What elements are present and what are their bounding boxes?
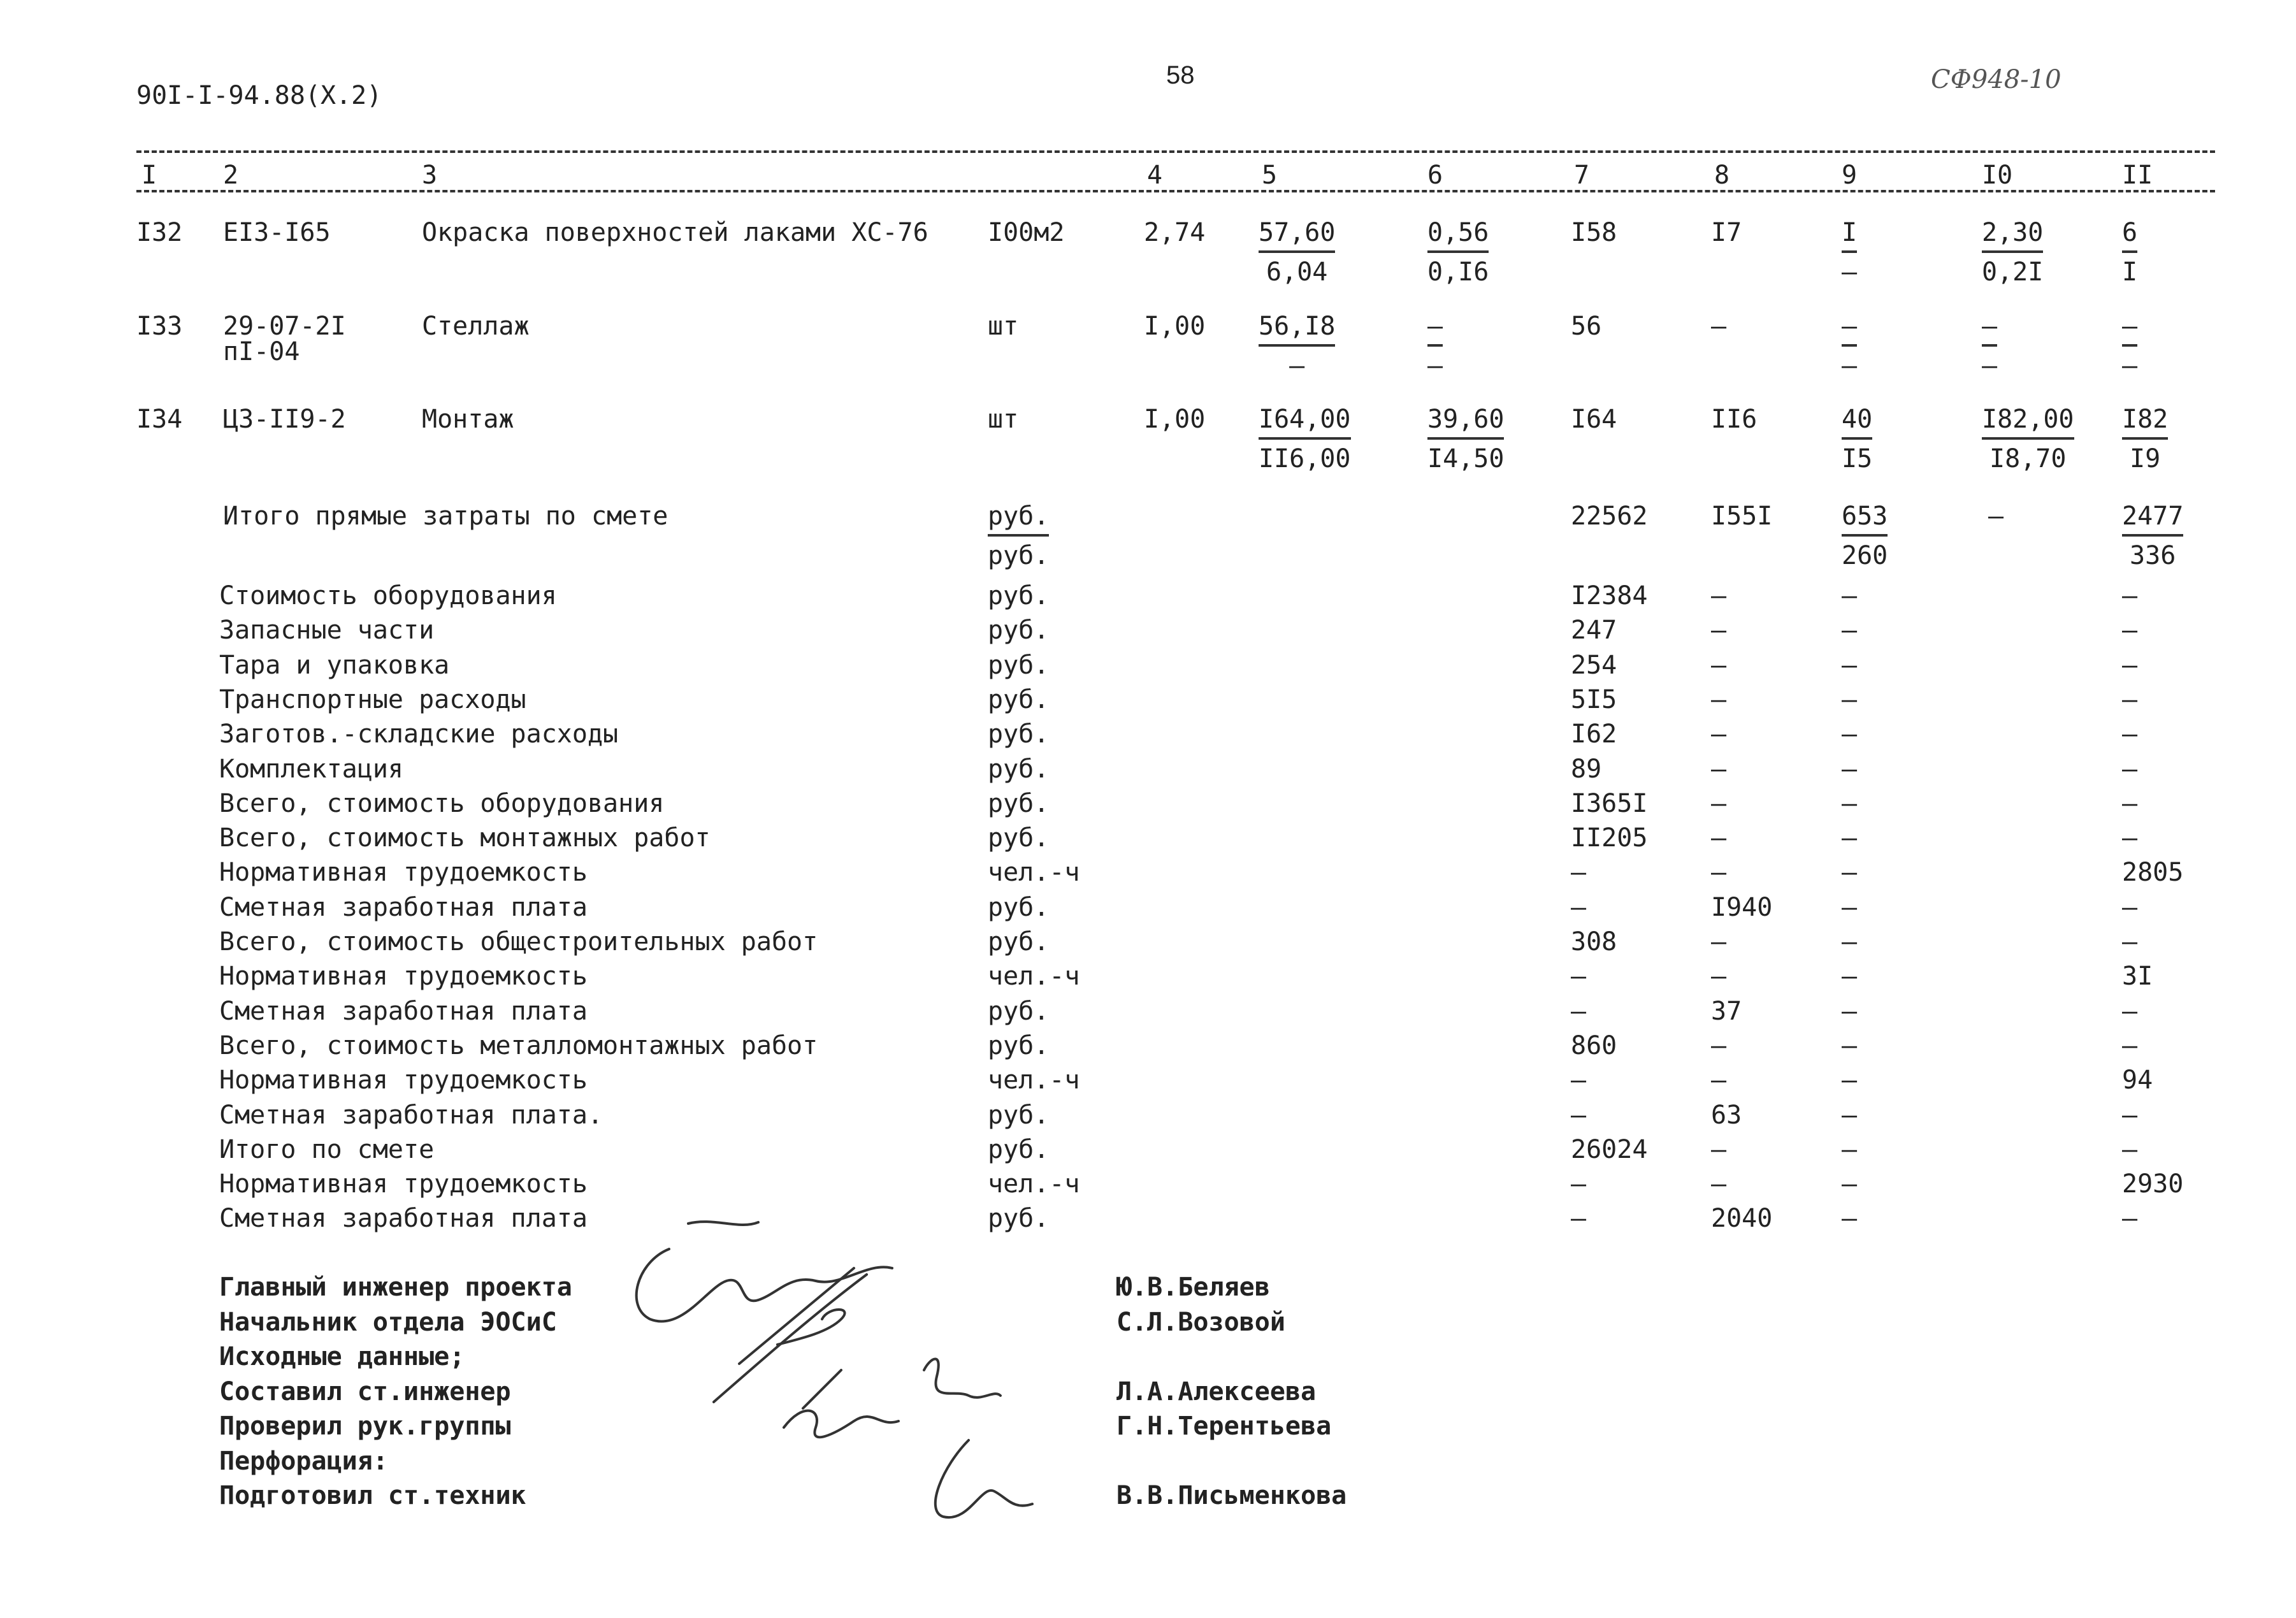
cell-col7: – [1571, 1169, 1587, 1199]
cell-col9: – [1842, 1065, 1858, 1095]
col-num-1: I [141, 161, 157, 190]
summary-label: Всего, стоимость металломонтажных работ [219, 1031, 818, 1060]
summary-unit: руб. [988, 755, 1050, 784]
cell-col8: – [1711, 927, 1727, 957]
cell-col9: – [1842, 962, 1858, 991]
cell-col7: I365I [1571, 789, 1648, 818]
fraction-col9: $\frac{653}{260}$ [1842, 502, 1888, 570]
cell-col8: – [1711, 651, 1727, 680]
header-bottom-rule [136, 190, 2215, 192]
summary-unit: руб. [988, 719, 1050, 749]
cell-col7: – [1571, 1065, 1587, 1095]
summary-unit: чел.-ч [988, 1065, 1080, 1095]
row-number: I32 [136, 218, 183, 247]
cell-col8: – [1711, 858, 1727, 887]
cell-col8: – [1711, 616, 1727, 645]
cell-col9: – [1842, 685, 1858, 714]
cell-col11: – [2122, 719, 2138, 749]
cell-col8: – [1711, 581, 1727, 610]
cell-col11: – [2122, 893, 2138, 922]
fraction-col10: – – [1982, 312, 1998, 380]
summary-unit: руб. [988, 789, 1050, 818]
quantity: I,00 [1144, 405, 1206, 434]
signatory-name: В.В.Письменкова [1116, 1481, 1347, 1510]
summary-unit: руб. [988, 685, 1050, 714]
cell-col8: – [1711, 312, 1727, 341]
cell-col8: – [1711, 789, 1727, 818]
cell-col9: – [1842, 616, 1858, 645]
col-num-7: 7 [1574, 161, 1590, 190]
signatory-name: Г.Н.Терентьева [1116, 1412, 1332, 1441]
direct-costs-unit: руб. руб. [988, 502, 1050, 570]
summary-unit: руб. [988, 1135, 1050, 1164]
summary-label: Сметная заработная плата [219, 1204, 588, 1233]
cell-col9: – [1842, 1135, 1858, 1164]
cell-col7: II205 [1571, 823, 1648, 853]
summary-unit: руб. [988, 616, 1050, 645]
cell-col7: 860 [1571, 1031, 1617, 1060]
summary-label: Сметная заработная плата. [219, 1101, 603, 1130]
summary-label: Всего, стоимость общестроительных работ [219, 927, 818, 957]
quantity: 2,74 [1144, 218, 1206, 247]
rate-code: EI3-I65 [223, 218, 331, 247]
cell-col8: I55I [1711, 502, 1773, 531]
cell-col7: – [1571, 1101, 1587, 1130]
fraction-col11: $\frac{I82}{I9}$ [2122, 405, 2169, 473]
cell-col8: – [1711, 685, 1727, 714]
summary-unit: руб. [988, 927, 1050, 957]
cell-col11: – [2122, 997, 2138, 1026]
cell-col9: – [1842, 823, 1858, 853]
summary-unit: руб. [988, 1204, 1050, 1233]
cell-col11: – [2122, 1031, 2138, 1060]
cell-col7: 247 [1571, 616, 1617, 645]
cell-col7: – [1571, 858, 1587, 887]
summary-label: Сметная заработная плата [219, 997, 588, 1026]
cell-col7: 308 [1571, 927, 1617, 957]
cell-col7: – [1571, 962, 1587, 991]
summary-unit: чел.-ч [988, 858, 1080, 887]
work-name: Стеллаж [422, 312, 530, 341]
cell-col8: 37 [1711, 997, 1742, 1026]
summary-unit: руб. [988, 1101, 1050, 1130]
fraction-col11: $\frac{6}{I}$ [2122, 218, 2138, 287]
col-num-5: 5 [1262, 161, 1278, 190]
cell-col10: – [1988, 502, 2004, 531]
cell-col8: I940 [1711, 893, 1773, 922]
cell-col8: – [1711, 755, 1727, 784]
summary-label: Комплектация [219, 755, 403, 784]
cell-col11: – [2122, 1101, 2138, 1130]
cell-col9: – [1842, 581, 1858, 610]
cell-col11: – [2122, 927, 2138, 957]
fraction-col6: $\frac{0,56}{0,I6}$ [1427, 218, 1489, 287]
cell-col8: 63 [1711, 1101, 1742, 1130]
cell-col9: – [1842, 755, 1858, 784]
fraction-col11: – – [2122, 312, 2138, 380]
cell-col9: – [1842, 789, 1858, 818]
summary-label: Нормативная трудоемкость [219, 962, 588, 991]
summary-unit: чел.-ч [988, 1169, 1080, 1199]
cell-col7: I64 [1571, 405, 1617, 434]
fraction-col5: $\frac{I64,00}{II6,00}$ [1259, 405, 1351, 473]
unit: шт [988, 312, 1019, 341]
unit: I00м2 [988, 218, 1065, 247]
cell-col9: – [1842, 651, 1858, 680]
cell-col7: – [1571, 893, 1587, 922]
col-num-6: 6 [1427, 161, 1443, 190]
cell-col9: – [1842, 858, 1858, 887]
summary-label: Сметная заработная плата [219, 893, 588, 922]
fraction-col9: $\frac{40}{I5}$ [1842, 405, 1873, 473]
cell-col9: – [1842, 1101, 1858, 1130]
cell-col9: – [1842, 1031, 1858, 1060]
cell-col7: 56 [1571, 312, 1602, 341]
cell-col9: – [1842, 1169, 1858, 1199]
cell-col11: – [2122, 1204, 2138, 1233]
cell-col11: – [2122, 651, 2138, 680]
cell-col9: – [1842, 893, 1858, 922]
cell-col8: – [1711, 1169, 1727, 1199]
cell-col8: – [1711, 823, 1727, 853]
header-top-rule [136, 150, 2215, 153]
fraction-col10: $\frac{I82,00}{I8,70}$ [1982, 405, 2074, 473]
summary-label: Нормативная трудоемкость [219, 1169, 588, 1199]
cell-col7: I2384 [1571, 581, 1648, 610]
cell-col11: 3I [2122, 962, 2153, 991]
cell-col9: – [1842, 997, 1858, 1026]
cell-col7: 26024 [1571, 1135, 1648, 1164]
rate-code: 29-07-2I [223, 312, 346, 341]
summary-unit: руб. [988, 1031, 1050, 1060]
cell-col9: – [1842, 1204, 1858, 1233]
fraction-col5: 56,I8 – [1259, 312, 1336, 380]
signatory-name: Ю.В.Беляев [1116, 1273, 1270, 1302]
rate-code: Ц3-II9-2 [223, 405, 346, 434]
cell-col9: – [1842, 927, 1858, 957]
cell-col7: 5I5 [1571, 685, 1617, 714]
col-num-8: 8 [1714, 161, 1730, 190]
cell-col7: – [1571, 1204, 1587, 1233]
unit: шт [988, 405, 1019, 434]
cell-col7: I58 [1571, 218, 1617, 247]
archive-stamp: СФ948-10 [1931, 65, 2061, 94]
work-name: Окраска поверхностей лаками ХС-76 [422, 218, 928, 247]
cell-col11: – [2122, 1135, 2138, 1164]
fraction-col6: $\frac{39,60}{I4,50}$ [1427, 405, 1505, 473]
fraction-col6: – – [1427, 312, 1443, 380]
col-num-11: II [2122, 161, 2153, 190]
col-num-9: 9 [1842, 161, 1858, 190]
cell-col7: I62 [1571, 719, 1617, 749]
signatory-name: С.Л.Возовой [1116, 1308, 1285, 1337]
fraction-col9: I – [1842, 218, 1858, 287]
cell-col7: 22562 [1571, 502, 1648, 531]
work-name: Монтаж [422, 405, 514, 434]
direct-costs-label: Итого прямые затраты по смете [223, 502, 668, 531]
cell-col11: – [2122, 616, 2138, 645]
summary-label: Нормативная трудоемкость [219, 858, 588, 887]
cell-col8: 2040 [1711, 1204, 1773, 1233]
col-num-10: I0 [1982, 161, 2013, 190]
cell-col11: – [2122, 755, 2138, 784]
summary-unit: руб. [988, 651, 1050, 680]
cell-col11: 2805 [2122, 858, 2184, 887]
summary-label: Транспортные расходы [219, 685, 526, 714]
cell-col8: – [1711, 962, 1727, 991]
cell-col8: – [1711, 1031, 1727, 1060]
summary-unit: руб. [988, 581, 1050, 610]
rate-code-line2: пI-04 [223, 337, 300, 366]
cell-col11: – [2122, 581, 2138, 610]
summary-label: Всего, стоимость монтажных работ [219, 823, 711, 853]
signatory-role: Начальник отдела ЭОСиС [219, 1308, 557, 1337]
cell-col8: – [1711, 719, 1727, 749]
cell-col11: 2930 [2122, 1169, 2184, 1199]
signatory-role: Составил ст.инженер [219, 1377, 511, 1406]
cell-col8: II6 [1711, 405, 1758, 434]
summary-label: Всего, стоимость оборудования [219, 789, 665, 818]
fraction-col10: $\frac{2,30}{0,2I}$ [1982, 218, 2044, 287]
fraction-col9: – – [1842, 312, 1858, 380]
cell-col7: 254 [1571, 651, 1617, 680]
signatory-role: Главный инженер проекта [219, 1273, 572, 1302]
cell-col8: – [1711, 1065, 1727, 1095]
cell-col11: – [2122, 789, 2138, 818]
col-num-3: 3 [422, 161, 438, 190]
cell-col11: 94 [2122, 1065, 2153, 1095]
cell-col11: – [2122, 685, 2138, 714]
summary-label: Заготов.-складские расходы [219, 719, 619, 749]
page-number: 58 [1166, 61, 1195, 89]
signatory-role: Подготовил ст.техник [219, 1481, 526, 1510]
cell-col11: – [2122, 823, 2138, 853]
fraction-col5: $\frac{57,60}{6,04}$ [1259, 218, 1336, 287]
summary-label: Стоимость оборудования [219, 581, 557, 610]
summary-label: Тара и упаковка [219, 651, 450, 680]
summary-unit: руб. [988, 823, 1050, 853]
summary-label: Итого по смете [219, 1135, 435, 1164]
summary-label: Нормативная трудоемкость [219, 1065, 588, 1095]
fraction-col11: $\frac{2477}{336}$ [2122, 502, 2184, 570]
summary-unit: руб. [988, 997, 1050, 1026]
signatory-role: Исходные данные; [219, 1342, 465, 1371]
cell-col8: – [1711, 1135, 1727, 1164]
col-num-4: 4 [1147, 161, 1163, 190]
cell-col9: – [1842, 719, 1858, 749]
cell-col7: 89 [1571, 755, 1602, 784]
summary-label: Запасные части [219, 616, 435, 645]
handwritten-signatures [612, 1211, 1071, 1568]
quantity: I,00 [1144, 312, 1206, 341]
summary-unit: чел.-ч [988, 962, 1080, 991]
row-number: I33 [136, 312, 183, 341]
col-num-2: 2 [223, 161, 239, 190]
signatory-name: Л.А.Алексеева [1116, 1377, 1317, 1406]
row-number: I34 [136, 405, 183, 434]
cell-col8: I7 [1711, 218, 1742, 247]
signatory-role: Проверил рук.группы [219, 1412, 511, 1441]
signatory-role: Перфорация: [219, 1447, 388, 1476]
document-code: 90I-I-94.88(X.2) [136, 81, 382, 110]
cell-col7: – [1571, 997, 1587, 1026]
summary-unit: руб. [988, 893, 1050, 922]
